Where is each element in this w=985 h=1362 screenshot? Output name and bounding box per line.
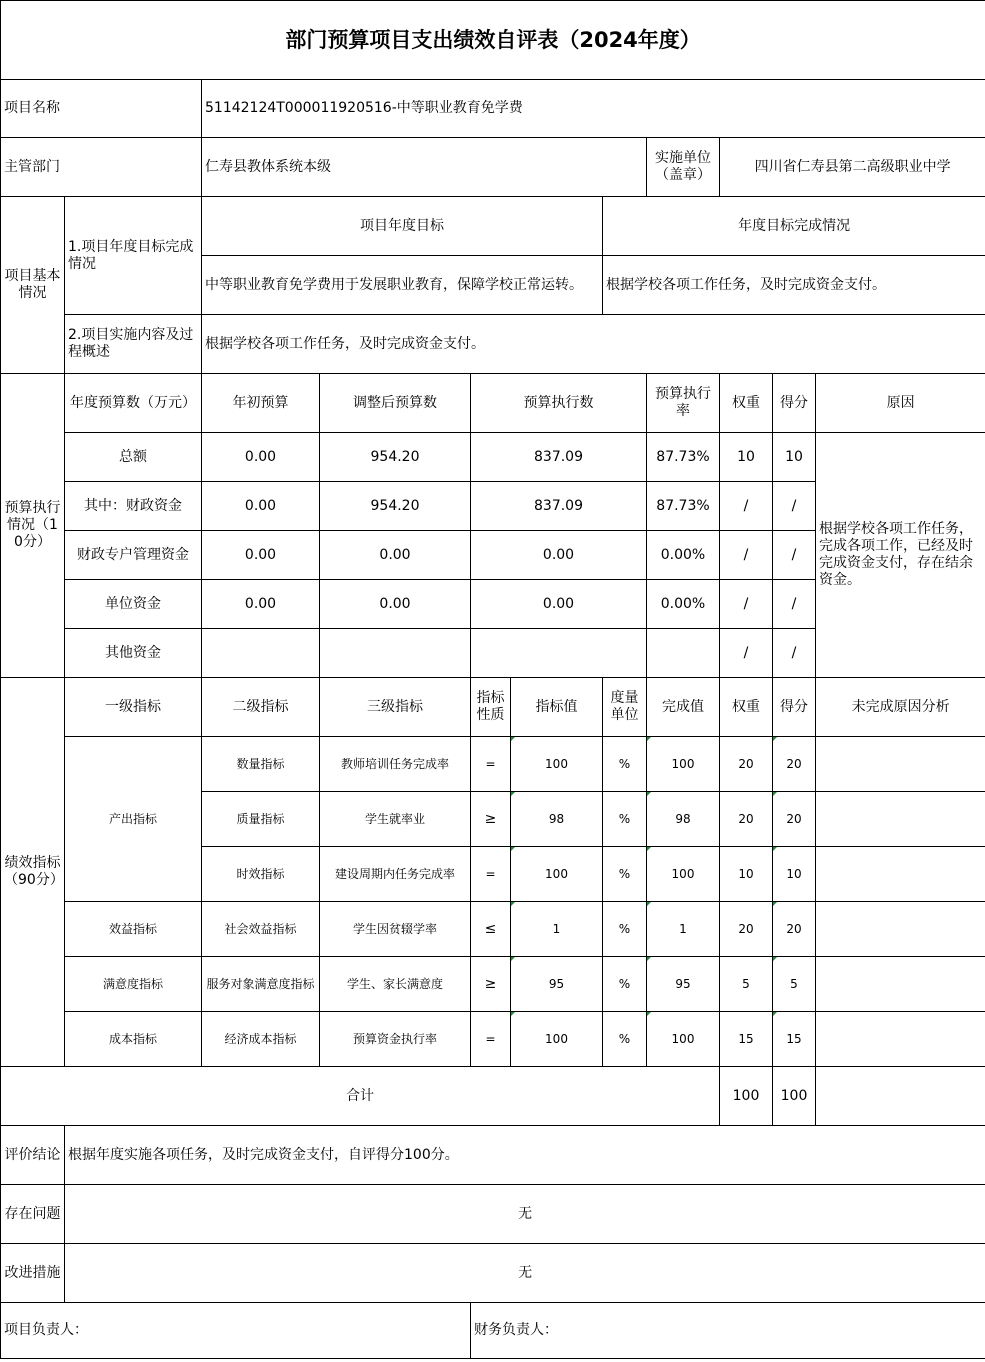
problems-label: 存在问题 (1, 1185, 65, 1244)
indicator-target: 1 (511, 902, 603, 957)
indicator-reason (816, 957, 985, 1012)
budget-row-executed: 0.00 (471, 580, 647, 629)
perf-header-unit: 度量单位 (603, 678, 647, 737)
budget-row-rate: 87.73% (647, 433, 720, 482)
output-indicator-group: 产出指标 (65, 737, 202, 902)
indicator-score: 20 (773, 902, 816, 957)
indicator-score: 20 (773, 792, 816, 847)
budget-row-weight: / (720, 629, 773, 678)
budget-reason-text: 根据学校各项工作任务，完成各项工作，已经及时完成资金支付，存在结余资金。 (816, 433, 985, 678)
budget-row-adjusted: 954.20 (320, 482, 471, 531)
budget-row-initial: 0.00 (202, 580, 320, 629)
indicator-reason (816, 737, 985, 792)
department-label: 主管部门 (1, 138, 202, 197)
indicator-unit: % (603, 792, 647, 847)
performance-section-label: 绩效指标（90分） (1, 678, 65, 1067)
project-name-label: 项目名称 (1, 80, 202, 138)
budget-row-score: 10 (773, 433, 816, 482)
indicator-score: 20 (773, 737, 816, 792)
indicator-level2: 时效指标 (202, 847, 320, 902)
budget-header-score: 得分 (773, 374, 816, 433)
budget-section-label: 预算执行情况（10分） (1, 374, 65, 678)
indicator-level3: 建设周期内任务完成率 (320, 847, 471, 902)
indicator-unit: % (603, 902, 647, 957)
indicator-score: 5 (773, 957, 816, 1012)
indicator-unit: % (603, 737, 647, 792)
perf-header-level3: 三级指标 (320, 678, 471, 737)
budget-row-executed: 837.09 (471, 433, 647, 482)
project-name-value: 51142124T000011920516-中等职业教育免学费 (202, 80, 985, 138)
perf-header-level2: 二级指标 (202, 678, 320, 737)
indicator-reason (816, 1012, 985, 1067)
budget-row-executed: 837.09 (471, 482, 647, 531)
indicator-level1: 效益指标 (65, 902, 202, 957)
indicator-weight: 5 (720, 957, 773, 1012)
perf-header-actual: 完成值 (647, 678, 720, 737)
budget-row-rate: 0.00% (647, 531, 720, 580)
budget-header-rate: 预算执行率 (647, 374, 720, 433)
total-label: 合计 (1, 1067, 720, 1126)
indicator-weight: 20 (720, 902, 773, 957)
budget-row-rate (647, 629, 720, 678)
budget-row-initial: 0.00 (202, 482, 320, 531)
budget-row-name: 总额 (65, 433, 202, 482)
department-value: 仁寿县教体系统本级 (202, 138, 647, 197)
indicator-score: 15 (773, 1012, 816, 1067)
perf-header-weight: 权重 (720, 678, 773, 737)
project-leader-signature: 项目负责人： (1, 1303, 471, 1359)
basic-info-section-label: 项目基本情况 (1, 197, 65, 374)
budget-header-initial: 年初预算 (202, 374, 320, 433)
indicator-actual: 1 (647, 902, 720, 957)
indicator-weight: 15 (720, 1012, 773, 1067)
problems-text: 无 (65, 1185, 985, 1244)
total-score: 100 (773, 1067, 816, 1126)
conclusion-label: 评价结论 (1, 1126, 65, 1185)
indicator-reason (816, 847, 985, 902)
indicator-nature: = (471, 847, 511, 902)
page-title: 部门预算项目支出绩效自评表（2024年度） (1, 1, 985, 80)
indicator-nature: = (471, 737, 511, 792)
finance-leader-signature: 财务负责人： (471, 1303, 985, 1359)
budget-row-score: / (773, 482, 816, 531)
indicator-nature: ≥ (471, 957, 511, 1012)
total-reason (816, 1067, 985, 1126)
indicator-level1: 满意度指标 (65, 957, 202, 1012)
improvements-label: 改进措施 (1, 1244, 65, 1303)
budget-row-adjusted: 0.00 (320, 580, 471, 629)
indicator-unit: % (603, 1012, 647, 1067)
budget-row-weight: / (720, 482, 773, 531)
indicator-target: 100 (511, 737, 603, 792)
indicator-level2: 服务对象满意度指标 (202, 957, 320, 1012)
indicator-actual: 95 (647, 957, 720, 1012)
implementing-unit-value: 四川省仁寿县第二高级职业中学 (720, 138, 985, 197)
perf-header-score: 得分 (773, 678, 816, 737)
indicator-level2: 数量指标 (202, 737, 320, 792)
budget-header-annual: 年度预算数（万元） (65, 374, 202, 433)
budget-row-name: 财政专户管理资金 (65, 531, 202, 580)
indicator-unit: % (603, 847, 647, 902)
indicator-score: 10 (773, 847, 816, 902)
indicator-actual: 100 (647, 737, 720, 792)
perf-header-nature: 指标性质 (471, 678, 511, 737)
implementing-unit-label: 实施单位（盖章） (647, 138, 720, 197)
indicator-level3: 学生就率业 (320, 792, 471, 847)
budget-row-weight: / (720, 531, 773, 580)
budget-row-initial: 0.00 (202, 433, 320, 482)
indicator-level2: 质量指标 (202, 792, 320, 847)
total-weight: 100 (720, 1067, 773, 1126)
indicator-level3: 预算资金执行率 (320, 1012, 471, 1067)
indicator-level1: 成本指标 (65, 1012, 202, 1067)
budget-row-score: / (773, 629, 816, 678)
budget-row-adjusted (320, 629, 471, 678)
budget-row-name: 单位资金 (65, 580, 202, 629)
budget-row-executed: 0.00 (471, 531, 647, 580)
indicator-weight: 20 (720, 792, 773, 847)
indicator-actual: 100 (647, 847, 720, 902)
goal-completion-text: 根据学校各项工作任务，及时完成资金支付。 (603, 256, 985, 315)
budget-row-weight: 10 (720, 433, 773, 482)
budget-row-weight: / (720, 580, 773, 629)
budget-row-rate: 87.73% (647, 482, 720, 531)
budget-row-initial: 0.00 (202, 531, 320, 580)
budget-row-adjusted: 0.00 (320, 531, 471, 580)
budget-row-name: 其他资金 (65, 629, 202, 678)
indicator-nature: = (471, 1012, 511, 1067)
budget-row-adjusted: 954.20 (320, 433, 471, 482)
indicator-target: 100 (511, 847, 603, 902)
process-overview-label: 2.项目实施内容及过程概述 (65, 315, 202, 374)
perf-header-target: 指标值 (511, 678, 603, 737)
perf-header-reason: 未完成原因分析 (816, 678, 985, 737)
indicator-target: 95 (511, 957, 603, 1012)
indicator-level3: 教师培训任务完成率 (320, 737, 471, 792)
indicator-target: 100 (511, 1012, 603, 1067)
budget-row-initial (202, 629, 320, 678)
indicator-level3: 学生因贫辍学率 (320, 902, 471, 957)
perf-header-level1: 一级指标 (65, 678, 202, 737)
budget-row-rate: 0.00% (647, 580, 720, 629)
budget-row-score: / (773, 531, 816, 580)
budget-header-adjusted: 调整后预算数 (320, 374, 471, 433)
conclusion-text: 根据年度实施各项任务，及时完成资金支付，自评得分100分。 (65, 1126, 985, 1185)
indicator-nature: ≤ (471, 902, 511, 957)
annual-goal-header: 项目年度目标 (202, 197, 603, 256)
indicator-target: 98 (511, 792, 603, 847)
improvements-text: 无 (65, 1244, 985, 1303)
budget-header-reason: 原因 (816, 374, 985, 433)
indicator-unit: % (603, 957, 647, 1012)
indicator-weight: 10 (720, 847, 773, 902)
budget-header-weight: 权重 (720, 374, 773, 433)
indicator-reason (816, 792, 985, 847)
budget-row-name: 其中：财政资金 (65, 482, 202, 531)
annual-goal-text: 中等职业教育免学费用于发展职业教育，保障学校正常运转。 (202, 256, 603, 315)
process-overview-text: 根据学校各项工作任务，及时完成资金支付。 (202, 315, 985, 374)
budget-header-executed: 预算执行数 (471, 374, 647, 433)
goal-completion-label: 1.项目年度目标完成情况 (65, 197, 202, 315)
goal-completion-header: 年度目标完成情况 (603, 197, 985, 256)
indicator-level2: 经济成本指标 (202, 1012, 320, 1067)
indicator-level2: 社会效益指标 (202, 902, 320, 957)
indicator-actual: 100 (647, 1012, 720, 1067)
indicator-level3: 学生、家长满意度 (320, 957, 471, 1012)
indicator-weight: 20 (720, 737, 773, 792)
indicator-nature: ≥ (471, 792, 511, 847)
budget-row-executed (471, 629, 647, 678)
indicator-actual: 98 (647, 792, 720, 847)
budget-row-score: / (773, 580, 816, 629)
indicator-reason (816, 902, 985, 957)
